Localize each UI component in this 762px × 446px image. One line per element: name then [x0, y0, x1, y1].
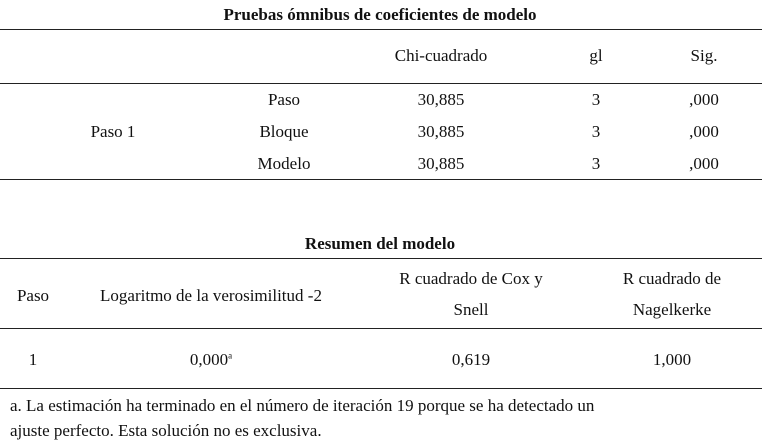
header-gl: gl [589, 46, 603, 65]
header-cox-line1: R cuadrado de Cox y [399, 269, 543, 288]
footnote-line-1: a. La estimación ha terminado en el número de iteración 19 porque se ha detectado un [10, 396, 595, 415]
header-nagelkerke-line2: Nagelkerke [632, 300, 712, 319]
gl-value: 3 [591, 90, 601, 109]
row-label: Modelo [257, 154, 311, 173]
sig-value: ,000 [689, 122, 719, 141]
sig-value: ,000 [689, 90, 719, 109]
omnibus-table-title: Pruebas ómnibus de coeficientes de modelo [223, 5, 537, 24]
omnibus-header-rule [0, 83, 762, 84]
paso-value: 1 [28, 350, 38, 369]
footnote-marker: a [228, 350, 233, 361]
header-sig: Sig. [690, 46, 718, 65]
row-label: Bloque [259, 122, 309, 141]
step-label: Paso 1 [90, 122, 136, 141]
loglik-number: 0,000 [189, 350, 229, 369]
header-loglik: Logaritmo de la verosimilitud -2 [100, 286, 322, 305]
gl-value: 3 [591, 122, 601, 141]
header-cox-line2: Snell [453, 300, 489, 319]
summary-bottom-rule [0, 388, 762, 389]
cox-snell-value: 0,619 [451, 350, 491, 369]
omnibus-top-rule [0, 29, 762, 30]
sig-value: ,000 [689, 154, 719, 173]
model-summary-title: Resumen del modelo [304, 234, 456, 253]
summary-header-rule [0, 328, 762, 329]
gl-value: 3 [591, 154, 601, 173]
loglik-value [190, 350, 232, 370]
row-label: Paso [267, 90, 301, 109]
chi-value: 30,885 [417, 90, 465, 109]
chi-value: 30,885 [417, 122, 465, 141]
chi-value: 30,885 [417, 154, 465, 173]
header-paso: Paso [16, 286, 50, 305]
header-nagelkerke-line1: R cuadrado de [622, 269, 722, 288]
omnibus-bottom-rule [0, 179, 762, 180]
header-chi-cuadrado: Chi-cuadrado [394, 46, 488, 65]
footnote-line-2: ajuste perfecto. Esta solución no es exclusiva. [10, 421, 322, 440]
summary-top-rule [0, 258, 762, 259]
nagelkerke-value: 1,000 [652, 350, 692, 369]
